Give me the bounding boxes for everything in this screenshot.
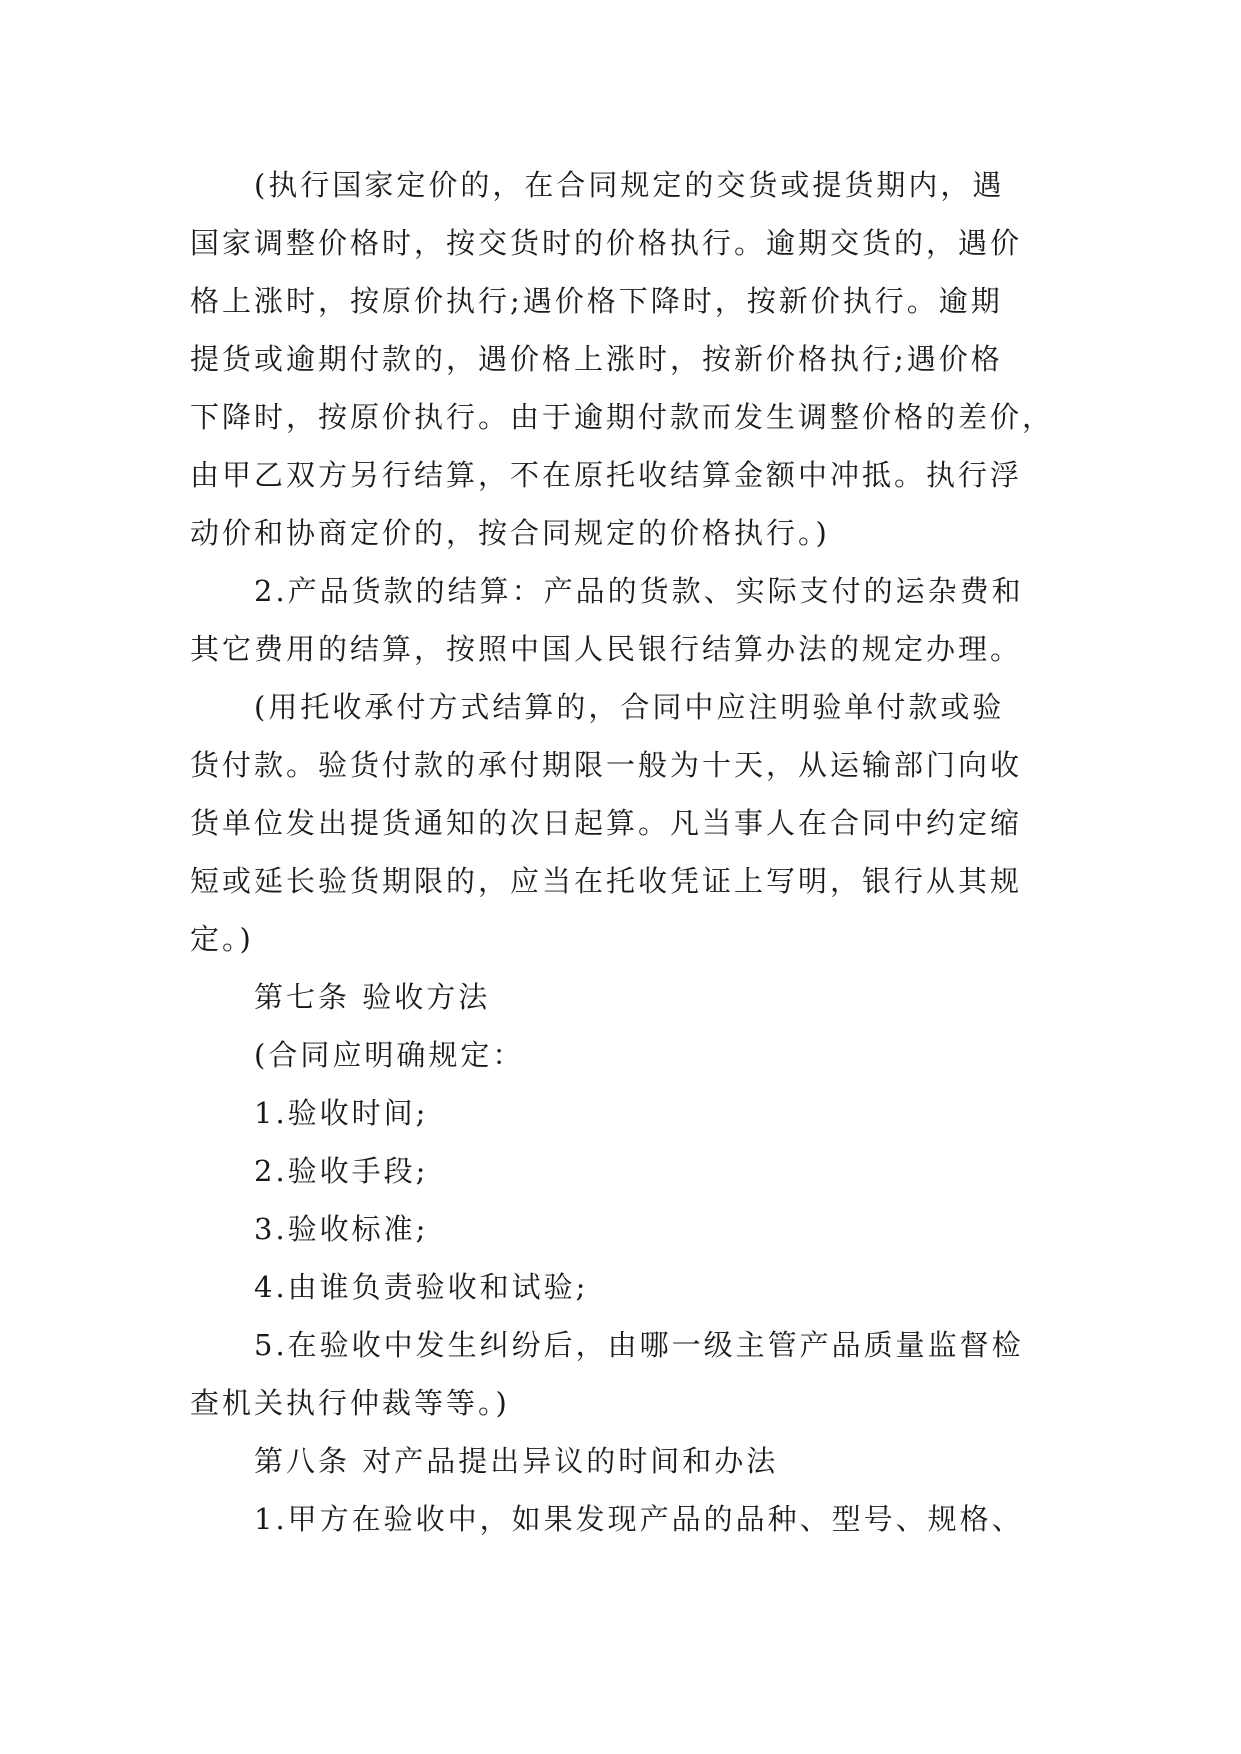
list-item: 2.验收手段; [254, 1154, 429, 1188]
text-line: 格上涨时，按原价执行;遇价格下降时，按新价执行。逾期 [190, 284, 1003, 318]
article-heading: 第七条 验收方法 [254, 980, 491, 1014]
list-item: 5.在验收中发生纠纷后，由哪一级主管产品质量监督检 [254, 1328, 1024, 1362]
text-line: 短或延长验货期限的，应当在托收凭证上写明，银行从其规 [190, 864, 1023, 898]
article-heading: 第八条 对产品提出异议的时间和办法 [254, 1444, 779, 1478]
list-item: 4.由谁负责验收和试验; [254, 1270, 589, 1304]
text-line: 由甲乙双方另行结算，不在原托收结算金额中冲抵。执行浮 [190, 458, 1023, 492]
list-item: 3.验收标准; [254, 1212, 429, 1246]
text-line: 国家调整价格时，按交货时的价格执行。逾期交货的，遇价 [190, 226, 1023, 260]
text-line: 2.产品货款的结算：产品的货款、实际支付的运杂费和 [254, 574, 1024, 608]
text-line: (执行国家定价的，在合同规定的交货或提货期内，遇 [254, 168, 1005, 202]
text-line: 其它费用的结算，按照中国人民银行结算办法的规定办理。 [190, 632, 1023, 666]
text-line: (用托收承付方式结算的，合同中应注明验单付款或验 [254, 690, 1005, 724]
list-item: 1.验收时间; [254, 1096, 429, 1130]
text-line: 货付款。验货付款的承付期限一般为十天，从运输部门向收 [190, 748, 1023, 782]
text-line: 查机关执行仲裁等等。) [190, 1386, 510, 1420]
text-line: (合同应明确规定： [254, 1038, 525, 1072]
text-line: 下降时，按原价执行。由于逾期付款而发生调整价格的差价， [190, 400, 1055, 434]
text-line: 定。) [190, 922, 254, 956]
text-line: 货单位发出提货通知的次日起算。凡当事人在合同中约定缩 [190, 806, 1023, 840]
text-line: 1.甲方在验收中，如果发现产品的品种、型号、规格、 [254, 1502, 1024, 1536]
text-line: 动价和协商定价的，按合同规定的价格执行。) [190, 516, 830, 550]
text-line: 提货或逾期付款的，遇价格上涨时，按新价格执行;遇价格 [190, 342, 1003, 376]
